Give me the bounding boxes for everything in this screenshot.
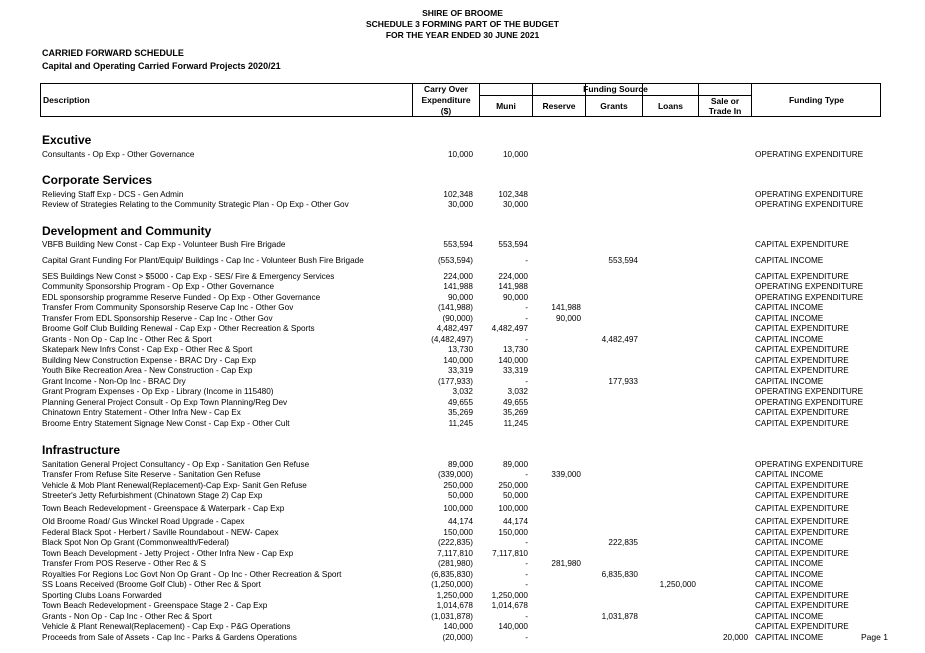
- cell-carry: (281,980): [437, 559, 473, 568]
- cell-desc: Transfer From Community Sponsorship Reserve Cap Inc - Other Gov: [42, 303, 294, 312]
- table-row: [0, 559, 925, 569]
- page-number: Page 1: [861, 632, 888, 642]
- table-row: [0, 240, 925, 250]
- cell-muni: -: [525, 470, 528, 479]
- cell-carry: (4,482,497): [431, 335, 473, 344]
- table-row: [0, 491, 925, 501]
- cell-muni: 50,000: [502, 491, 528, 500]
- cell-type: CAPITAL INCOME: [755, 470, 824, 479]
- cell-type: OPERATING EXPENDITURE: [755, 190, 864, 199]
- cell-muni: -: [525, 570, 528, 579]
- cell-desc: Proceeds from Sale of Assets - Cap Inc - Parks & Gardens Operations: [42, 633, 297, 642]
- cell-type: OPERATING EXPENDITURE: [755, 200, 864, 209]
- cell-muni: 30,000: [502, 200, 528, 209]
- table-row: [0, 293, 925, 303]
- cell-carry: (177,933): [437, 377, 473, 386]
- col-description: Description: [43, 95, 90, 105]
- cell-desc: Sporting Clubs Loans Forwarded: [42, 591, 162, 600]
- cell-desc: Federal Black Spot - Herbert / Saville Roundabout - NEW- Capex: [42, 528, 279, 537]
- cell-desc: Planning General Project Consult - Op Exp Town Planning/Reg Dev: [42, 398, 288, 407]
- cell-type: CAPITAL INCOME: [755, 335, 824, 344]
- table-row: [0, 366, 925, 376]
- cell-desc: Building New Construction Expense - BRAC Dry - Cap Exp: [42, 356, 256, 365]
- cell-desc: Capital Grant Funding For Plant/Equip/ Buildings - Cap Inc - Volunteer Bush Fire Brigade: [42, 256, 364, 265]
- cell-muni: 10,000: [502, 150, 528, 159]
- cell-desc: Broome Golf Club Building Renewal - Cap Exp - Other Recreation & Sports: [42, 324, 315, 333]
- cell-sale: 20,000: [722, 633, 748, 642]
- cell-reserve: 339,000: [551, 470, 581, 479]
- cell-carry: 11,245: [448, 419, 473, 428]
- cell-muni: 90,000: [502, 293, 528, 302]
- cell-type: CAPITAL EXPENDITURE: [755, 517, 849, 526]
- cell-type: CAPITAL INCOME: [755, 633, 824, 642]
- cell-type: CAPITAL INCOME: [755, 612, 824, 621]
- cell-grants: 553,594: [608, 256, 638, 265]
- cell-carry: 44,174: [447, 517, 473, 526]
- cell-desc: Grants - Non Op - Cap Inc - Other Rec & Sport: [42, 335, 212, 344]
- cell-muni: 141,988: [498, 282, 528, 291]
- cell-desc: Vehicle & Plant Renewal(Replacement) - Cap Exp - P&G Operations: [42, 622, 291, 631]
- cell-type: CAPITAL INCOME: [755, 559, 824, 568]
- cell-desc: EDL sponsorship programme Reserve Funded - Op Exp - Other Governance: [42, 293, 321, 302]
- cell-desc: Youth Bike Recreation Area - New Construction - Cap Exp: [42, 366, 253, 375]
- cell-carry: 150,000: [443, 528, 473, 537]
- cell-carry: (141,988): [437, 303, 473, 312]
- section-title: Infrastructure: [42, 443, 121, 457]
- cell-carry: (1,250,000): [431, 580, 473, 589]
- cell-muni: 4,482,497: [491, 324, 528, 333]
- cell-carry: 4,482,497: [436, 324, 473, 333]
- cell-carry: 33,319: [447, 366, 473, 375]
- cell-muni: 49,655: [502, 398, 528, 407]
- cell-carry: 90,000: [447, 293, 473, 302]
- section-title: Corporate Services: [42, 173, 153, 187]
- table-row: [0, 470, 925, 480]
- table-row: [0, 200, 925, 210]
- table-row: [0, 570, 925, 580]
- cell-muni: 7,117,810: [492, 549, 528, 558]
- cell-desc: Skatepark New Infrs Const - Cap Exp - Other Rec & Sport: [42, 345, 253, 354]
- col-funding-source: Funding Source: [583, 84, 648, 94]
- cell-desc: Black Spot Non Op Grant (Commonwealth/Federal): [42, 538, 230, 547]
- cell-carry: 1,250,000: [436, 591, 473, 600]
- cell-carry: 100,000: [443, 504, 473, 513]
- cell-muni: 13,730: [502, 345, 528, 354]
- table-row: [0, 335, 925, 345]
- cell-muni: 44,174: [502, 517, 528, 526]
- cell-carry: 49,655: [447, 398, 473, 407]
- cell-type: CAPITAL EXPENDITURE: [755, 366, 849, 375]
- cell-type: CAPITAL EXPENDITURE: [755, 272, 849, 281]
- cell-desc: Grants - Non Op - Cap Inc - Other Rec & Sport: [42, 612, 212, 621]
- cell-carry: (339,000): [437, 470, 473, 479]
- cell-type: CAPITAL EXPENDITURE: [755, 504, 849, 513]
- cell-type: CAPITAL EXPENDITURE: [755, 491, 849, 500]
- table-row: [0, 612, 925, 622]
- table-row: [0, 504, 925, 514]
- col-loans: Loans: [657, 101, 684, 111]
- cell-carry: (1,031,878): [431, 612, 473, 621]
- cell-muni: -: [525, 314, 528, 323]
- cell-muni: 102,348: [498, 190, 528, 199]
- cell-type: CAPITAL INCOME: [755, 538, 824, 547]
- cell-carry: 3,032: [452, 387, 473, 396]
- year-heading: FOR THE YEAR ENDED 30 JUNE 2021: [385, 30, 540, 40]
- table-row: [0, 633, 925, 643]
- cell-muni: 3,032: [507, 387, 528, 396]
- table-row: [0, 377, 925, 387]
- table-row: [0, 517, 925, 527]
- cell-grants: 222,835: [608, 538, 638, 547]
- cell-type: CAPITAL EXPENDITURE: [755, 591, 849, 600]
- cell-desc: Chinatown Entry Statement - Other Infra New - Cap Ex: [42, 408, 241, 417]
- cell-carry: 140,000: [443, 356, 473, 365]
- cell-muni: -: [525, 377, 528, 386]
- table-row: [0, 282, 925, 292]
- cell-type: CAPITAL INCOME: [755, 580, 824, 589]
- table-row: [0, 549, 925, 559]
- table-row: [0, 356, 925, 366]
- cell-desc: VBFB Building New Const - Cap Exp - Volunteer Bush Fire Brigade: [42, 240, 286, 249]
- cell-carry: 1,014,678: [436, 601, 473, 610]
- cell-muni: -: [525, 633, 528, 642]
- col-sale-2: Trade In: [708, 106, 742, 116]
- cell-type: CAPITAL EXPENDITURE: [755, 601, 849, 610]
- cell-muni: -: [525, 559, 528, 568]
- cell-carry: (20,000): [442, 633, 473, 642]
- cell-muni: 250,000: [498, 481, 528, 490]
- cell-type: CAPITAL INCOME: [755, 377, 824, 386]
- cell-reserve: 141,988: [551, 303, 581, 312]
- cell-muni: 89,000: [502, 460, 528, 469]
- cell-grants: 4,482,497: [601, 335, 638, 344]
- cell-type: CAPITAL EXPENDITURE: [755, 622, 849, 631]
- cell-desc: Old Broome Road/ Gus Winckel Road Upgrade - Capex: [42, 517, 245, 526]
- cell-muni: -: [525, 612, 528, 621]
- cell-desc: Grant Income - Non-Op Inc - BRAC Dry: [42, 377, 186, 386]
- col-grants: Grants: [600, 101, 628, 111]
- cell-muni: -: [525, 303, 528, 312]
- col-reserve: Reserve: [542, 101, 576, 111]
- cell-muni: 100,000: [498, 504, 528, 513]
- col-funding-type: Funding Type: [788, 95, 845, 105]
- cell-type: OPERATING EXPENDITURE: [755, 387, 864, 396]
- cell-carry: 35,269: [447, 408, 473, 417]
- cell-desc: SES Buildings New Const > $5000 - Cap Exp - SES/ Fire & Emergency Services: [42, 272, 335, 281]
- cell-type: CAPITAL EXPENDITURE: [755, 345, 849, 354]
- col-carry-over-3: ($): [440, 106, 452, 116]
- cell-type: CAPITAL EXPENDITURE: [755, 481, 849, 490]
- table-row: [0, 314, 925, 324]
- cell-muni: 150,000: [498, 528, 528, 537]
- cell-type: CAPITAL EXPENDITURE: [755, 419, 849, 428]
- cell-desc: Relieving Staff Exp - DCS - Gen Admin: [42, 190, 184, 199]
- cell-type: OPERATING EXPENDITURE: [755, 150, 864, 159]
- cell-desc: Broome Entry Statement Signage New Const - Cap Exp - Other Cult: [42, 419, 290, 428]
- table-row: [0, 580, 925, 590]
- schedule-title: CARRIED FORWARD SCHEDULE: [42, 48, 184, 58]
- cell-type: CAPITAL EXPENDITURE: [755, 324, 849, 333]
- cell-muni: -: [525, 335, 528, 344]
- table-row: [0, 528, 925, 538]
- cell-muni: 33,319: [502, 366, 528, 375]
- cell-muni: -: [525, 538, 528, 547]
- table-row: [0, 256, 925, 266]
- cell-loans: 1,250,000: [659, 580, 696, 589]
- table-row: [0, 387, 925, 397]
- schedule-subtitle: Capital and Operating Carried Forward Projects 2020/21: [42, 61, 281, 71]
- cell-carry: 10,000: [447, 150, 473, 159]
- cell-reserve: 281,980: [551, 559, 581, 568]
- cell-desc: Streeter's Jetty Refurbishment (Chinatown Stage 2) Cap Exp: [42, 491, 263, 500]
- schedule-heading: SCHEDULE 3 FORMING PART OF THE BUDGET: [366, 19, 559, 29]
- table-row: [0, 460, 925, 470]
- cell-type: OPERATING EXPENDITURE: [755, 460, 864, 469]
- section-title: Development and Community: [42, 224, 212, 238]
- cell-carry: 224,000: [443, 272, 473, 281]
- cell-carry: 102,348: [443, 190, 473, 199]
- cell-desc: SS Loans Received (Broome Golf Club) - Other Rec & Sport: [42, 580, 261, 589]
- cell-desc: Town Beach Development - Jetty Project - Other Infra New - Cap Exp: [42, 549, 294, 558]
- cell-type: CAPITAL INCOME: [755, 256, 824, 265]
- cell-grants: 1,031,878: [601, 612, 638, 621]
- cell-muni: 224,000: [498, 272, 528, 281]
- cell-carry: 13,730: [447, 345, 473, 354]
- cell-muni: -: [525, 580, 528, 589]
- cell-type: CAPITAL EXPENDITURE: [755, 356, 849, 365]
- cell-muni: -: [525, 256, 528, 265]
- cell-carry: (90,000): [442, 314, 473, 323]
- cell-desc: Royalties For Regions Loc Govt Non Op Grant - Op Inc - Other Recreation & Sport: [42, 570, 342, 579]
- cell-type: CAPITAL INCOME: [755, 570, 824, 579]
- cell-muni: 140,000: [498, 356, 528, 365]
- table-row: [0, 272, 925, 282]
- cell-desc: Transfer From Refuse Site Reserve - Sanitation Gen Refuse: [42, 470, 261, 479]
- cell-grants: 6,835,830: [601, 570, 638, 579]
- table-row: [0, 398, 925, 408]
- cell-desc: Review of Strategies Relating to the Community Strategic Plan - Op Exp - Other Gov: [42, 200, 349, 209]
- cell-muni: 11,245: [503, 419, 528, 428]
- table-row: [0, 481, 925, 491]
- cell-carry: (553,594): [437, 256, 473, 265]
- cell-carry: 50,000: [447, 491, 473, 500]
- cell-type: CAPITAL EXPENDITURE: [755, 549, 849, 558]
- cell-type: OPERATING EXPENDITURE: [755, 282, 864, 291]
- table-row: [0, 419, 925, 429]
- cell-carry: 140,000: [443, 622, 473, 631]
- cell-type: CAPITAL EXPENDITURE: [755, 408, 849, 417]
- cell-carry: 7,117,810: [437, 549, 473, 558]
- cell-type: CAPITAL INCOME: [755, 314, 824, 323]
- cell-type: CAPITAL INCOME: [755, 303, 824, 312]
- table-row: [0, 622, 925, 632]
- cell-desc: Town Beach Redevelopment - Greenspace & Waterpark - Cap Exp: [42, 504, 285, 513]
- cell-desc: Transfer From EDL Sponsorship Reserve - Cap Inc - Other Gov: [42, 314, 273, 323]
- cell-carry: (6,835,830): [431, 570, 473, 579]
- cell-muni: 35,269: [502, 408, 528, 417]
- cell-type: OPERATING EXPENDITURE: [755, 398, 864, 407]
- cell-desc: Community Sponsorship Program - Op Exp - Other Governance: [42, 282, 275, 291]
- cell-carry: (222,835): [437, 538, 473, 547]
- cell-reserve: 90,000: [555, 314, 581, 323]
- col-muni: Muni: [496, 101, 516, 111]
- cell-muni: 140,000: [498, 622, 528, 631]
- cell-desc: Consultants - Op Exp - Other Governance: [42, 150, 195, 159]
- cell-carry: 250,000: [443, 481, 473, 490]
- cell-desc: Town Beach Redevelopment - Greenspace Stage 2 - Cap Exp: [42, 601, 268, 610]
- shire-name: SHIRE OF BROOME: [422, 8, 503, 18]
- cell-grants: 177,933: [608, 377, 638, 386]
- cell-carry: 553,594: [443, 240, 473, 249]
- table-row: [0, 303, 925, 313]
- cell-desc: Transfer From POS Reserve - Other Rec & S: [42, 559, 206, 568]
- col-sale: Sale or: [710, 96, 740, 106]
- table-row: [0, 345, 925, 355]
- cell-desc: Grant Program Expenses - Op Exp - Library (Income in 115480): [42, 387, 274, 396]
- table-row: [0, 150, 925, 160]
- cell-type: OPERATING EXPENDITURE: [755, 293, 864, 302]
- col-carry-over-2: Expenditure: [421, 95, 471, 105]
- cell-type: CAPITAL EXPENDITURE: [755, 528, 849, 537]
- cell-type: CAPITAL EXPENDITURE: [755, 240, 849, 249]
- cell-carry: 89,000: [447, 460, 473, 469]
- cell-muni: 1,014,678: [491, 601, 528, 610]
- cell-muni: 553,594: [498, 240, 528, 249]
- table-row: [0, 324, 925, 334]
- cell-carry: 30,000: [447, 200, 473, 209]
- cell-desc: Vehicle & Mob Plant Renewal(Replacement)-Cap Exp- Sanit Gen Refuse: [42, 481, 307, 490]
- table-row: [0, 190, 925, 200]
- table-row: [0, 591, 925, 601]
- col-carry-over: Carry Over: [424, 84, 468, 94]
- table-row: [0, 538, 925, 548]
- cell-carry: 141,988: [443, 282, 473, 291]
- table-row: [0, 601, 925, 611]
- cell-muni: 1,250,000: [491, 591, 528, 600]
- section-title: Excutive: [42, 133, 92, 147]
- cell-desc: Sanitation General Project Consultancy - Op Exp - Sanitation Gen Refuse: [42, 460, 310, 469]
- table-row: [0, 408, 925, 418]
